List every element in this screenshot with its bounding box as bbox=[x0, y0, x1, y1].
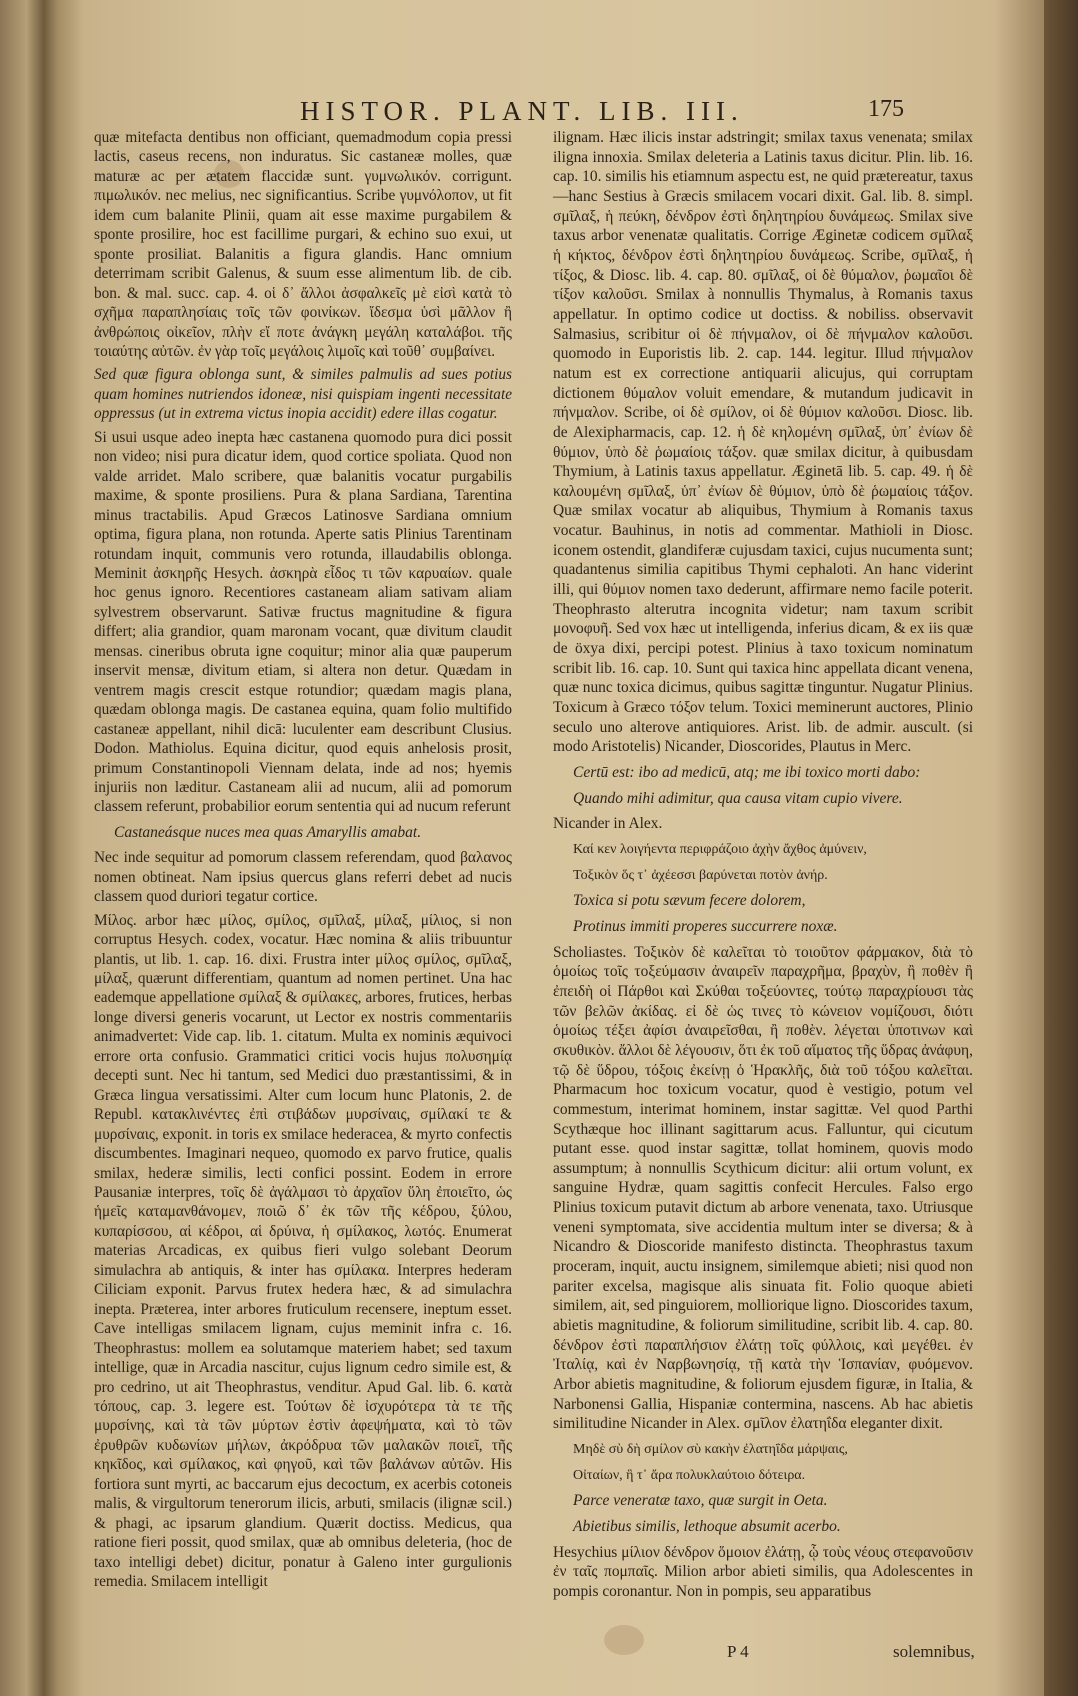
paragraph: Si usui usque adeo inepta hæc castanena quomodo pura dici possit non video; nisi pura dicatur idem, quod cortice spoliata. Quod non valde arridet. Malo scribere, quæ balanitis vocatur purgabilis maxime, & sponte prosiliens. Pura & plana Sardiana, Tarentina minus tractabilis. Apud Græcos Latinosve Sardiana omnium optima, figura plana, non rotunda. Aperte satis Plinius Tarentinam rotundam inquit, communis vero rotunda, illaudabilis oblonga. Meminit ἀσκηρῆς Hesych. ἀσκηρὰ εἶδος τι τῶν καρυαίων. quale hoc genus ignoro. Recentiores castaneam aliam sativam aliam sylvestrem observarunt. Sativæ fructus magnitudine & figura differt; alia grandior, quam maronam vocant, quæ divitum claudit mensas. cineribus obruta igne coquitur; minor alia quæ pauperum inservit mensæ, divitum etiam, si altera non detur. Quædam in ventrem magis crescit estque rotundior; quædam magis plana, quædam oblonga magis. De castanea equina, quam folio multifido castaneæ appellant, nihil dicā: luculenter eam describunt Clusius. Dodon. Mathiolus. Equina dicitur, quod equis anhelosis prosit, primum Constantinopoli Viennam delata, inde ad nos; hyemis injuriis non læditur. Castaneam alii ad nucum, alii ad pomorum classem referunt, probabilior eorum sententia qui ad nucum referunt bbox=[94, 428, 512, 816]
ink-stain bbox=[604, 1625, 644, 1655]
verse-line: Certū est: ibo ad medicū, atq; me ibi toxico morti dabo: bbox=[573, 764, 921, 781]
catchword: solemnibus, bbox=[893, 1642, 975, 1661]
paragraph: Hesychius μίλιον δένδρον ὅμοιον ἐλάτῃ, ᾧ τοὺς νέους στεφανοῦσιν ἐν ταῖς πομπαῖς. Milion arbor abieti similis, qua Adolescentes in pompis coronantur. Non in pompis, seu apparatibus bbox=[553, 1543, 973, 1600]
paragraph: Μίλος. arbor hæc μίλος, σμίλος, σμῖλαξ, μίλαξ, μίλιος, si non corruptus Hesych. codex, vocatur. Hæc nomina & aliis tribuuntur plantis, ut lib. 1. cap. 16. dixi. Frustra inter μίλος σμίλος, σμῖλαξ, μίλαξ, quærunt differentiam, quantum ad nomen pertinet. Una hac eademque appellatione σμίλαξ & σμίλακες, arbores, frutices, herbas longe diversi generis vocarunt, ut Lector ex nostris commentariis animadvertet: Vide cap. lib. 1. citatum. Multa ex nominis æquivoci errore orta confusio. Grammatici critici vocis hujus πολυσημίᾳ decepti sunt. Nec hi tantum, sed Medici duo præstantissimi, & in Græca lingua versatissimi. Alter cum locum hunc Platonis, 2. de Republ. κατακλινέντες ἐπὶ στιβάδων μυρσίναις, σμίλακί τε & μυρσίναις, exponit. in toris ex smilace hederacea, & myrto confectis discumbentes. Imaginari nequeo, quomodo ex parvo frutice, qualis smilax, hederæ similis, lecti confici possint. Eodem in errore Pausaniæ interpres, τοῖς δὲ ἀγάλμασι τὸ ἀρχαῖον ὕλη ἐποιεῖτο, ὡς ἡμεῖς καταμανθάνομεν, ποιῶ δ᾽ ἐκ τῶν τῆς κέδρου, ξύλου, κυπαρίσσου, αἱ κέδροι, αἱ δρύινα, ἡ σμίλακος, λωτός. Enumerat materias Arcadicas, ex quibus fieri vulgo solebant Deorum simulachra ab antiquis, & inter has σμίλακα. Interpres hederam Ciliciam exponit. Parvus frutex hedera hæc, & ad simulachra inepta. Præterea, inter arbores fruticulum recensere, ineptum esset. Cave intelligas smilacem lignam, cujus meminit infra c. 16. Theophrastus: mollem ea solutamque materiem habet; sed taxum intellige, quæ in Arcadia nascitur, cujus lignum cedro simile est, & pro cedrino, ut ait Theophrastus, venditur. Apud Gal. lib. 6. κατὰ τόπους, cap. 3. legere est. Τούτων δὲ ἰσχυρότερα τὰ τε τῆς μυρσίνης, καὶ τὰ τῶν μύρτων ἐστὶν ἀφεψήματα, καὶ τὸ τῶν ἐρυθρῶν κυδωνίων μήλων, ἀκρόδρυα τῶν μαλακῶν ποιεῖ, τῆς κηκῖδος, καὶ σμίλακος, καὶ φηγοῦ, καὶ τῶν βαλάνων αὐτῶν. His fortiora sunt myrti, ac baccarum ejus decoctum, ex acerbis cotoneis malis, & virgultorum tenerorum ilicis, arbuti, smilacis (ilignæ scil.) & phagi, ac ipsarum glandium. Quærit doctiss. Medicus, qua ratione fieri possit, quod smilax, quæ ab omnibus deleteria, (hoc de taxo intelligi debet) dicitur, ponatur à Galeno inter gurgulionis remedia. Smilacem intelligit bbox=[94, 911, 512, 1591]
left-column bbox=[94, 128, 512, 1596]
paragraph: Nec inde sequitur ad pomorum classem referendam, quod βαλανος nomen obtineat. Nam ipsius quercus glans referri debet ad nucis classem quod duriori tegatur cortice. bbox=[94, 849, 512, 906]
signature-mark: P 4 bbox=[727, 1642, 749, 1661]
verse-line: Protinus immiti properes succurrere noxæ. bbox=[573, 917, 838, 935]
greek-verse-line: Τοξικὸν ὅς τ᾽ ἀχέεσσι βαρύνεται ποτὸν ἀνήρ. bbox=[573, 867, 828, 883]
greek-verse-line: Μηδὲ σὺ δὴ σμίλον σὺ κακὴν ἐλατηΐδα μάρψαις, bbox=[573, 1442, 848, 1457]
greek-verse-line: Οἰταίων, ἣ τ᾽ ἄρα πολυκλαύτοιο δότειρα. bbox=[573, 1467, 806, 1483]
running-title: HISTOR. PLANT. LIB. III. bbox=[300, 96, 744, 126]
verse-line: Castaneásque nuces mea quas Amaryllis amabat. bbox=[114, 823, 422, 841]
previous-page-edge bbox=[0, 0, 44, 1696]
verse-line: Toxica si potu sævum fecere dolorem, bbox=[573, 892, 806, 910]
page-number: 175 bbox=[868, 96, 904, 122]
paragraph-italic: Sed quæ figura oblonga sunt, & similes palmulis ad sues potius quam homines nutriendos idoneæ, nisi quispiam ingenti necessitate oppressus (ut in extrema victus inopia accidit) edere illas cogatur. bbox=[94, 366, 512, 423]
greek-verse-line: Καί κεν λοιγήεντα περιφράζοιο ἀχὴν ἄχθος ἀμύνειν, bbox=[573, 841, 867, 857]
book-cover-edge bbox=[1044, 0, 1078, 1696]
verse-line: Parce veneratæ taxo, quæ surgit in Oeta. bbox=[573, 1492, 828, 1510]
verse-line: Quando mihi adimitur, qua causa vitam cupio vivere. bbox=[573, 789, 903, 807]
paragraph: Nicander in Alex. bbox=[553, 815, 663, 833]
paragraph: quæ mitefacta dentibus non officiant, quemadmodum copia pressi lactis, caseus recens, non induratus. Sic castaneæ molles, quæ maturæ ac per ætatem flaccidæ sunt. γυμνωλικόν. corrigunt. πιμωλικόν. nec melius, nec significantius. Scribe γυμνόλοπον, ut fit idem cum balanite Plinii, quam ait esse maxime purgabilem & sponte prosilire, hoc est facillime purgari, & echino suo exui, ut sponte prosiliat. Balanitis a figura glandis. Hanc omnium deterrimam scribit Galenus, & suum esse alimentum lib. de cib. bon. & mal. succ. cap. 4. οἱ δ᾽ ἄλλοι ἀσφαλκεῖς μὲ εἰσὶ κατὰ τὸ σχῆμα παραπλησίαις τοῖς τῶν φοινίκων. ἴδεσμα ὑσὶ μᾶλλον ἢ ἀνθρώποις οἰκεῖον, πλὴν εἴ ποτε ἀνάγκη μεγάλη καταλάβοι. τῆς τοιαύτης αὐτῶν. ἐν γὰρ τοῖς μεγάλοις λιμοῖς καὶ τοῦθ᾽ συμβαίνει. bbox=[94, 129, 512, 360]
right-column bbox=[553, 128, 973, 1606]
paragraph: Scholiastes. Τοξικὸν δὲ καλεῖται τὸ τοιοῦτον φάρμακον, διὰ τὸ ὁμοίως τοῖς τοξεύμασιν ἀναιρεῖν παραχρῆμα, βραχὺν, ἢ ποθὲν ἢ ἐπειδὴ οἱ Πάρθοι καὶ Σκύθαι τοξεύοντες, τούτῳ παραχρίουσι τὰς τῶν βελῶν ἀκίδας. εἰ δὲ ὡς τινες τὸ κώνειον νομίζουσι, διότι ὁμοίως τέξει ἀφίσι ἀναιρεῖσθαι, ἢ ποθὲν. λέγεται ὑποτινων καὶ σκυθικὸν. ἄλλοι δὲ λέγουσιν, ὅτι ἐκ τοῦ αἵματος τῆς ὕδρας ἀνάφυη, τῷ δὲ ὕδρου, τόξοις ἐκείνῃ ὁ Ἡρακλῆς, διὰ τοῦ τόξου καλεῖται. Pharmacum hoc toxicum vocatur, quod è vestigio, potum vel commestum, interimat hominem, instar sagittæ. Vel quod Parthi Scythæque hoc illinant sagittarum acus. Falluntur, qui cicutum putant esse. quod instar sagittæ, tollat hominem, quovis modo assumptum; à nonnullis Scythicum dicitur: alii ortum volunt, ex sanguine Hydræ, quam sagittis confecit Hercules. Falso ergo Plinius toxicum putavit dictum ab arbore venenata, taxo. Utriusque veneni symptomata, sive accidentia multum inter se diversa; & à Nicandro & Dioscoride manifesto distincta. Theophrastus taxum proceram, inquit, auctu insignem, similemque abieti; nisi quod non pariter excelsa, magisque alis sinuata fit. Folio quoque abieti similem, ait, sed pinguiorem, molliorique ligno. Dioscorides taxum, abietis magnitudine, & foliorum similitudine, scribit lib. 4. cap. 80. δένδρον ἐστὶ παραπλήσιον ἐλάτῃ τοῖς φύλλοις, καὶ μεγέθει. ἐν Ἰταλίᾳ, καὶ ἐν Ναρβωνησίᾳ, τῇ κατὰ τὴν Ἱσπανίαν, φυόμενον. Arbor abietis magnitudine, & foliorum ejusdem figuræ, in Italia, & Narbonensi Gallia, Hispaniæ contermina, nascens. Ab hac abietis similitudine Nicander in Alex. σμῖλον ἐλατηΐδα eleganter dixit. bbox=[553, 943, 973, 1433]
paragraph: ilignam. Hæc ilicis instar adstringit; smilax taxus venenata; smilax iligna innoxia. Smilax deleteria a Latinis taxus dicitur. Plin. lib. 16. cap. 10. similis his etiamnum aspectu est, ne quid prætereatur, taxus—hanc Sestius à Græcis smilacem vocari dixit. Gal. lib. 8. simpl. σμῖλαξ, ἡ πεύκη, δένδρον ἐστὶ δηλητηρίου δυνάμεως. Smilax sive taxus arbor venenatæ qualitatis. Corrige Æginetæ codicem σμῖλαξ ἡ κήκτος, δένδρον ἐστὶ δηλητηρίου δυνάμεως. Scribe, σμῖλαξ, ἡ τίξος, & Diosc. lib. 4. cap. 80. σμῖλαξ, οἱ δὲ θύμαλον, ῥωμαῖοι δὲ τίξον καλοῦσι. Smilax à nonnullis Thymalus, à Romanis taxus appellatur. In optimo codice ut doctiss. & nobiliss. observavit Salmasius, scribitur οἱ δὲ πήνμαλον, οἱ δὲ πήνμαλον καλοῦσι. quomodo in Euporistis lib. 2. cap. 144. legitur. Illud πήνμαλον natum est ex correctione antiquarii alicujus, qui corruptam dictionem θύμαλον voluit emendare, & mutandum judicavit in πήνμαλον. Scribe, οἱ δὲ σμίλον, οἱ δὲ θύμιον καλοῦσι. Diosc. lib. de Alexipharmacis, cap. 12. ἡ δὲ κηλομένη σμῖλαξ, ὑπ᾽ ἐνίων δὲ θύμιον, ὑπὸ δὲ ῥωμαίοις τάξον. quæ smilax dicitur, à quibusdam Thymium, à Latinis taxus appellatur. Æginetā lib. 5. cap. 49. ἡ δὲ καλουμένη σμῖλαξ, ὑπ᾽ ἐνίων δὲ θύμιον, ὑπὸ δὲ ῥωμαίοις τάξον. Quæ smilax vocatur ab aliquibus, Thymium à Romanis taxus vocatur. Bauhinus, in notis ad commentar. Mathioli in Diosc. iconem ostendit, glandiferæ cujusdam taxici, cujus nucumenta sunt; quadantenus similia capitibus Thymi cephaloti. An hanc viderint illi, qui θύμιον nomen taxo dederunt, affirmare nemo facile poterit. Theophrasto alterutra incognita videtur; nam taxum scribit μονοφυῆ. Sed vox hæc ut intelligenda, inferius dicam, & ex iis quæ de öxya dixi, percipi potest. Plinius à taxo toxicum nominatum scribit lib. 16. cap. 10. Sunt qui taxica hinc appellata dicant venena, quæ nunc toxica dicimus, quibus sagittæ tinguntur. Nugatur Plinius. Toxicum à Græco τόξον telum. Toxici meminerunt auctores, Plinio seculo uno alterove antiquiores. Arist. lib. de admir. auscult. (si modo Aristotelis) Nicander, Dioscorides, Plautus in Merc. bbox=[553, 129, 973, 756]
verse-line: Abietibus similis, lethoque absumit acerbo. bbox=[573, 1517, 841, 1535]
